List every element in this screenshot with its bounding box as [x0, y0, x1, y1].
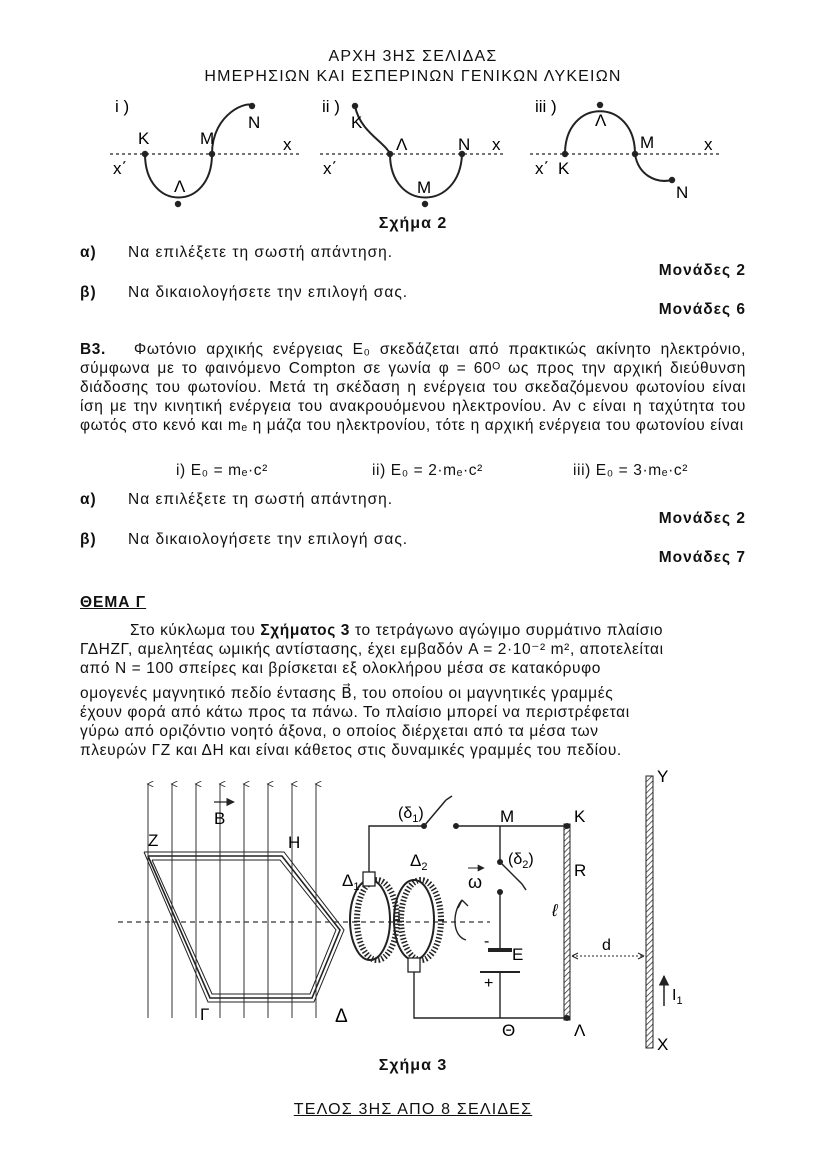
label-M: M — [200, 129, 215, 148]
label-B: B — [214, 809, 226, 828]
label-N: N — [248, 113, 261, 132]
point-L — [597, 102, 603, 108]
line1-post: το τετράγωνο αγώγιμο συρμάτινο πλαίσιο — [350, 622, 664, 639]
b3-option-1: i) E₀ = mₑ·c² — [176, 462, 268, 479]
label-R: R — [574, 861, 587, 880]
figure2-panel-iii — [530, 97, 720, 202]
point-N — [669, 177, 675, 183]
b3-paragraph — [80, 340, 746, 435]
switch-d2 — [497, 851, 534, 895]
b3-a-text: Να επιλέξετε τη σωστή απάντηση. — [128, 491, 394, 508]
thema-g-line7: πλευρών ΓΖ και ΔΗ και είναι κάθετος στις δυναμικές γραμμές του πεδίου. — [80, 742, 622, 759]
thema-g-line4: ομογενές μαγνητικό πεδίο έντασης B⃗, του οποίου οι μαγνητικές γραμμές — [80, 685, 614, 702]
label-Lambda: Λ — [574, 1021, 586, 1040]
panel-ii-id: ii ) — [322, 97, 340, 116]
label-Y: Y — [657, 767, 669, 786]
thema-g-line6: γύρω από οριζόντιο νοητό άξονα, ο οποίος διέρχεται από τα μέσα των — [80, 723, 599, 740]
b3-option-2: ii) E₀ = 2·mₑ·c² — [372, 462, 483, 479]
B-vector-label — [214, 802, 234, 828]
label-x-prime: x΄ — [113, 159, 128, 178]
thema-g-paragraph — [80, 621, 746, 760]
label-x: x — [492, 135, 501, 154]
label-Delta1: $\Delta_1$ — [342, 871, 360, 893]
figure-2 — [0, 92, 826, 232]
switch-d1 — [398, 796, 459, 829]
line1-pre: Στο κύκλωμα του — [130, 622, 261, 639]
label-Delta2: $\Delta_2$ — [410, 851, 428, 873]
thema-g-line1 — [80, 621, 746, 640]
label-M: M — [640, 133, 655, 152]
wave-curve — [145, 105, 252, 198]
b3-b-label: β) — [80, 531, 97, 548]
conductor-XY — [646, 776, 653, 1048]
figure2-panel-i — [110, 97, 300, 207]
point-K — [564, 823, 570, 829]
q1-b-label: β) — [80, 284, 97, 301]
label-Theta: Θ — [502, 1021, 516, 1040]
label-M: M — [417, 178, 432, 197]
point-K — [352, 103, 358, 109]
label-H: H — [288, 833, 301, 852]
figure-2-caption: Σχήμα 2 — [378, 215, 448, 232]
wave-curve — [565, 111, 672, 181]
point-L — [564, 1015, 570, 1021]
battery-E — [480, 933, 523, 992]
b3-text: Φωτόνιο αρχικής ενέργειας E₀ σκεδάζεται από πρακτικώς ακίνητο ηλεκτρόνιο, σύμφωνα με το φαινόμενο Compton σε γωνία φ = 60ᴼ ως προς την αρχική διεύθυνση διάδοσης του φωτονίου. Μετά τη σκέδαση η ενέργεια του σκεδαζόμενου φωτονίου είναι ίση με την κινητική ενέργεια του ανακρουόμενου ηλεκτρονίου. Αν c είναι η ταχύτητα του φωτός στο κενό και mₑ η μάζα του ηλεκτρονίου, τότε η αρχική ενέργεια του φωτονίου είναι — [80, 341, 746, 434]
label-X: X — [657, 1035, 669, 1054]
b3-a-label: α) — [80, 491, 97, 508]
label-d1: $(\delta_1)$ — [398, 805, 424, 825]
label-Delta: Δ — [335, 1006, 348, 1027]
b3-label: Β3. — [80, 341, 106, 358]
label-plus: + — [484, 975, 494, 992]
label-K: K — [351, 113, 363, 132]
omega-indicator — [455, 868, 484, 940]
label-x: x — [283, 135, 292, 154]
label-L: Λ — [396, 135, 408, 154]
label-x-prime: x΄ — [535, 159, 550, 178]
conductor-KL — [564, 824, 570, 1020]
label-omega: ω — [468, 872, 483, 892]
point-K — [142, 151, 148, 157]
point-M — [632, 151, 638, 157]
line1-bold: Σχήματος 3 — [260, 622, 351, 639]
label-K: K — [558, 159, 570, 178]
slip-ring-2 — [394, 880, 441, 972]
label-N: N — [458, 135, 471, 154]
label-ell: ℓ — [552, 901, 558, 920]
q1-b-marks: Μονάδες 6 — [658, 301, 746, 318]
page-header-line1: ΑΡΧΗ 3ΗΣ ΣΕΛΙΔΑΣ — [328, 48, 498, 65]
page-header-line2: ΗΜΕΡΗΣΙΩΝ ΚΑΙ ΕΣΠΕΡΙΝΩΝ ΓΕΝΙΚΩΝ ΛΥΚΕΙΩΝ — [204, 68, 622, 85]
label-I1: $I_1$ — [672, 987, 683, 1007]
point-N — [249, 103, 255, 109]
panel-iii-id: iii ) — [535, 97, 557, 116]
label-K: K — [574, 807, 586, 826]
label-M: M — [500, 807, 515, 826]
label-L: Λ — [174, 177, 186, 196]
q1-a-text: Να επιλέξετε τη σωστή απάντηση. — [128, 244, 394, 261]
q1-a-label: α) — [80, 244, 97, 261]
wave-curve — [355, 106, 462, 198]
label-Z: Z — [148, 831, 159, 850]
page-footer: ΤΕΛΟΣ 3ΗΣ ΑΠΟ 8 ΣΕΛΙΔΕΣ — [293, 1101, 533, 1118]
figure2-panel-ii — [320, 97, 505, 207]
label-d2: $(\delta_2)$ — [508, 851, 534, 871]
point-M — [209, 151, 215, 157]
label-E: E — [512, 945, 524, 964]
panel-i-id: i ) — [115, 97, 130, 116]
label-minus: - — [484, 933, 490, 950]
thema-g-line5: έχουν φορά από κάτω προς τα πάνω. Το πλαίσιο μπορεί να περιστρέφεται — [80, 704, 630, 721]
section-title-thema-g: ΘΕΜΑ Γ — [80, 594, 147, 611]
label-L: Λ — [595, 111, 607, 130]
b3-b-text: Να δικαιολογήσετε την επιλογή σας. — [128, 531, 409, 548]
point-M — [422, 201, 428, 207]
point-K — [562, 151, 568, 157]
label-K: K — [138, 129, 150, 148]
thema-g-line3: από N = 100 σπείρες και βρίσκεται εξ ολοκλήρου μέσα σε κατακόρυφο — [80, 660, 601, 677]
label-N: N — [676, 183, 689, 202]
b3-a-marks: Μονάδες 2 — [658, 510, 746, 527]
b3-option-3: iii) E₀ = 3·mₑ·c² — [573, 462, 688, 479]
b3-b-marks: Μονάδες 7 — [658, 549, 746, 566]
label-x-prime: x΄ — [323, 159, 338, 178]
figure-3 — [0, 760, 826, 1060]
thema-g-line2: ΓΔΗΖΓ, αμελητέας ωμικής αντίστασης, έχει εμβαδόν A = 2·10⁻² m², αποτελείται — [80, 641, 664, 658]
q1-b-text: Να δικαιολογήσετε την επιλογή σας. — [128, 284, 409, 301]
figure-3-caption: Σχήμα 3 — [378, 1057, 448, 1074]
point-L — [175, 201, 181, 207]
label-Gamma: Γ — [200, 1005, 210, 1024]
magnetic-field-lines — [148, 784, 316, 1018]
label-d: d — [602, 937, 611, 954]
label-x: x — [704, 135, 713, 154]
point-L — [387, 151, 393, 157]
q1-a-marks: Μονάδες 2 — [658, 262, 746, 279]
